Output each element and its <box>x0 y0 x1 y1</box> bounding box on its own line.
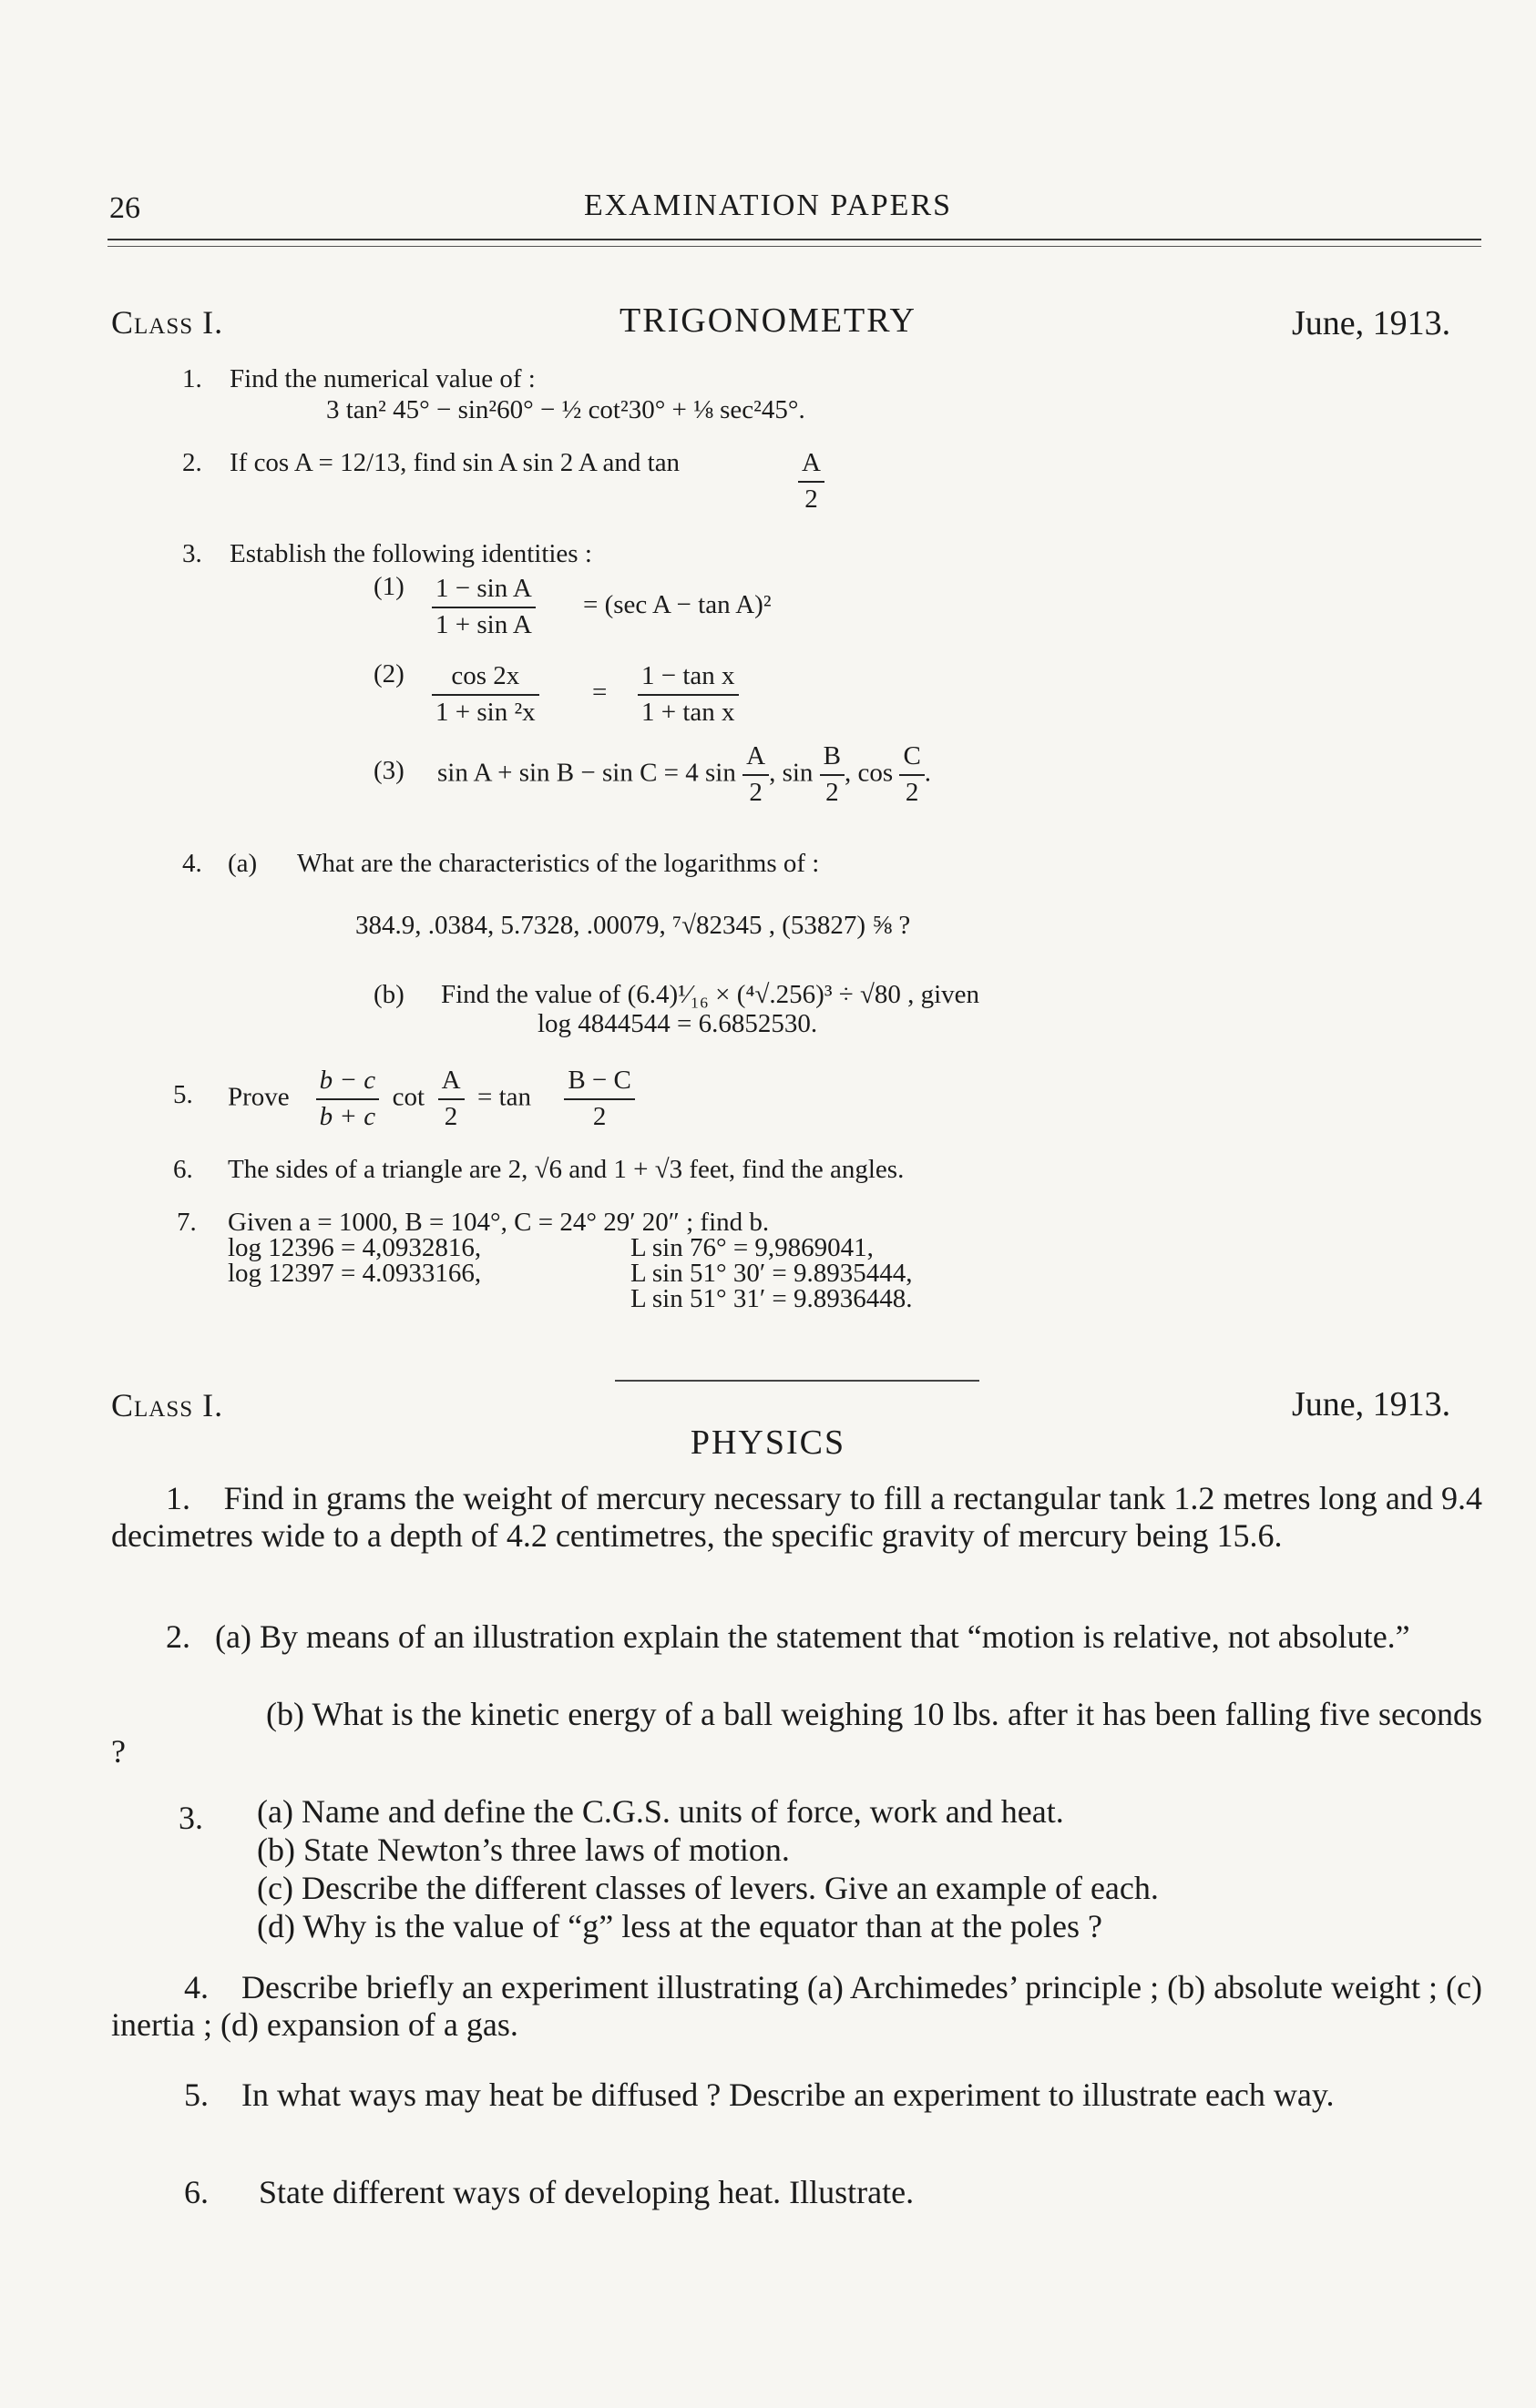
physics-q4-text: Describe briefly an experiment illustrating (a) Archimedes’ principle ; (b) absolute weight ; (c) inertia ; (d) expansion of a gas. <box>111 1969 1483 2043</box>
physics-q6-text: State different ways of developing heat. Illustrate. <box>259 2174 915 2210</box>
trig-q7-line1: Given a = 1000, B = 104°, C = 24° 29′ 20″ ; find b. <box>228 1208 770 1237</box>
trig-q3-i3-f2n: B <box>820 740 845 776</box>
trig-q3-i3-f1n: A <box>742 740 769 776</box>
trig-q5-f1d: b + c <box>319 1101 376 1131</box>
physics-q3-a: (a) Name and define the C.G.S. units of force, work and heat. <box>257 1793 1064 1830</box>
trig-q3-num: 3. <box>182 539 202 568</box>
trig-q2-num: 2. <box>182 448 202 477</box>
physics-q3-d: (d) Why is the value of “g” less at the equator than at the poles ? <box>257 1908 1103 1944</box>
physics-class-label: Class I. <box>111 1387 224 1423</box>
trig-q3-i1-rhs: = (sec A − tan A)² <box>583 590 772 619</box>
trig-q3-i3-f3d: 2 <box>905 777 919 807</box>
physics-q1-text: Find in grams the weight of mercury necessary to fill a rectangular tank 1.2 metres long and 9.4 decimetres wide to a depth of 4.2 centimetres, the specific gravity of mercury being 15.6. <box>111 1480 1483 1554</box>
trig-q5-f2d: 2 <box>444 1101 458 1131</box>
trig-q2-frac-den: 2 <box>804 484 818 514</box>
running-head: EXAMINATION PAPERS <box>583 189 953 222</box>
trig-q7-num: 7. <box>177 1208 197 1237</box>
trig-q3-i2-rden: 1 + tan x <box>641 697 735 727</box>
trig-q3-i2-label: (2) <box>374 659 404 689</box>
physics-q2-b <box>111 1696 1482 1770</box>
trig-q6-text: The sides of a triangle are 2, √6 and 1 + √3 feet, find the angles. <box>228 1155 905 1184</box>
trig-q4-b-label: (b) <box>374 980 404 1009</box>
trig-q3-i1-fraction <box>432 572 536 642</box>
physics-q2-b-text: (b) What is the kinetic energy of a ball weighing 10 lbs. after it has been falling five seconds ? <box>111 1696 1482 1770</box>
trig-q2-text: If cos A = 12/13, find sin A sin 2 A and tan <box>230 448 681 477</box>
physics-q5 <box>111 2076 1482 2114</box>
physics-q4 <box>111 1969 1482 2044</box>
trig-q3-i3-mid2: , cos <box>845 758 894 788</box>
physics-q5-num: 5. <box>184 2076 209 2113</box>
trig-q3-i2-eq: = <box>592 678 608 707</box>
trig-q3-i3-f3n: C <box>899 740 924 776</box>
trig-q3-i3-f2d: 2 <box>825 777 839 807</box>
physics-title: PHYSICS <box>690 1423 846 1462</box>
physics-q3-c: (c) Describe the different classes of levers. Give an example of each. <box>257 1870 1159 1906</box>
physics-q6-num: 6. <box>184 2174 209 2210</box>
trig-q3-i3 <box>437 740 931 810</box>
trig-q3-text: Establish the following identities : <box>230 539 592 568</box>
trig-q3-i1-num: 1 − sin A <box>432 572 536 608</box>
physics-q3-num: 3. <box>179 1800 203 1836</box>
trig-q3-i3-mid1: , sin <box>769 758 814 788</box>
trig-q2-frac-num: A <box>798 446 824 483</box>
trig-q3-i1-den: 1 + sin A <box>435 609 532 639</box>
trig-q3-i2-fraction <box>432 659 539 730</box>
trig-q7-log1: log 12396 = 4,0932816, <box>228 1233 482 1262</box>
trig-q7-log2: log 12397 = 4.0933166, <box>228 1259 482 1288</box>
physics-date: June, 1913. <box>1292 1385 1451 1423</box>
trig-q2-fraction <box>798 446 824 516</box>
physics-q3-b: (b) State Newton’s three laws of motion. <box>257 1832 790 1868</box>
trig-q4-b-given: log 4844544 = 6.6852530. <box>538 1009 818 1038</box>
trig-q3-i1-label: (1) <box>374 572 404 601</box>
trig-q7-lsin3: L sin 51° 31′ = 9.8936448. <box>630 1284 913 1313</box>
physics-q2-num: 2. <box>166 1618 190 1655</box>
trig-q4-a-values: 384.9, .0384, 5.7328, .00079, ⁷√82345 , (53827) ⅝ ? <box>355 911 911 940</box>
trig-q4-b-text: Find the value of (6.4)¹⁄₁₆ × (⁴√.256)³ ÷ √80 , given <box>441 980 980 1009</box>
trig-q4-a-text: What are the characteristics of the logarithms of : <box>297 849 820 878</box>
trig-title: TRIGONOMETRY <box>620 301 916 340</box>
trig-q3-i2-rhs-fraction <box>638 659 739 730</box>
trig-q3-i2-den: 1 + sin ²x <box>435 697 536 727</box>
trig-q1-expr: 3 tan² 45° − sin²60° − ½ cot²30° + ⅛ sec²45°. <box>326 395 805 424</box>
physics-q1 <box>111 1480 1482 1555</box>
trig-q5-eq: = tan <box>477 1082 532 1112</box>
trig-q7-lsin2: L sin 51° 30′ = 9.8935444, <box>630 1259 913 1288</box>
section-separator <box>615 1380 979 1382</box>
trig-q5-f2n: A <box>438 1064 465 1100</box>
page-number: 26 <box>109 191 140 225</box>
trig-q4-num: 4. <box>182 849 202 878</box>
physics-q4-num: 4. <box>184 1969 209 2005</box>
trig-q7-lsin1: L sin 76° = 9,9869041, <box>630 1233 874 1262</box>
physics-q2-a-text: (a) By means of an illustration explain the statement that “motion is relative, not absolute.” <box>215 1618 1410 1655</box>
trig-q1-text: Find the numerical value of : <box>230 364 536 393</box>
physics-q5-text: In what ways may heat be diffused ? Describe an experiment to illustrate each way. <box>241 2076 1335 2113</box>
trig-class-label: Class I. <box>111 304 224 341</box>
trig-q5-num: 5. <box>173 1080 193 1109</box>
trig-q3-i2-num: cos 2x <box>432 659 539 696</box>
physics-q2-a <box>111 1618 1482 1656</box>
header-rule-thick <box>108 239 1481 240</box>
trig-q6-num: 6. <box>173 1155 193 1184</box>
trig-q4-a-label: (a) <box>228 849 258 878</box>
trig-q5-f3n: B − C <box>564 1064 635 1100</box>
trig-q5-expr <box>228 1064 635 1134</box>
physics-q1-num: 1. <box>166 1480 190 1516</box>
trig-q5-cot: cot <box>392 1082 425 1112</box>
trig-q3-i2-rnum: 1 − tan x <box>638 659 739 696</box>
trig-q5-f1n: b − c <box>316 1064 379 1100</box>
trig-q3-i3-text: sin A + sin B − sin C = 4 sin <box>437 758 736 788</box>
trig-q5-text: Prove <box>228 1082 290 1112</box>
header-rule-thin <box>108 246 1481 247</box>
trig-q3-i3-end: . <box>924 758 932 788</box>
trig-date: June, 1913. <box>1292 304 1451 342</box>
trig-q5-f3d: 2 <box>592 1101 607 1131</box>
trig-q3-i3-f1d: 2 <box>749 777 763 807</box>
trig-q1-num: 1. <box>182 364 202 393</box>
trig-q3-i3-label: (3) <box>374 756 404 785</box>
